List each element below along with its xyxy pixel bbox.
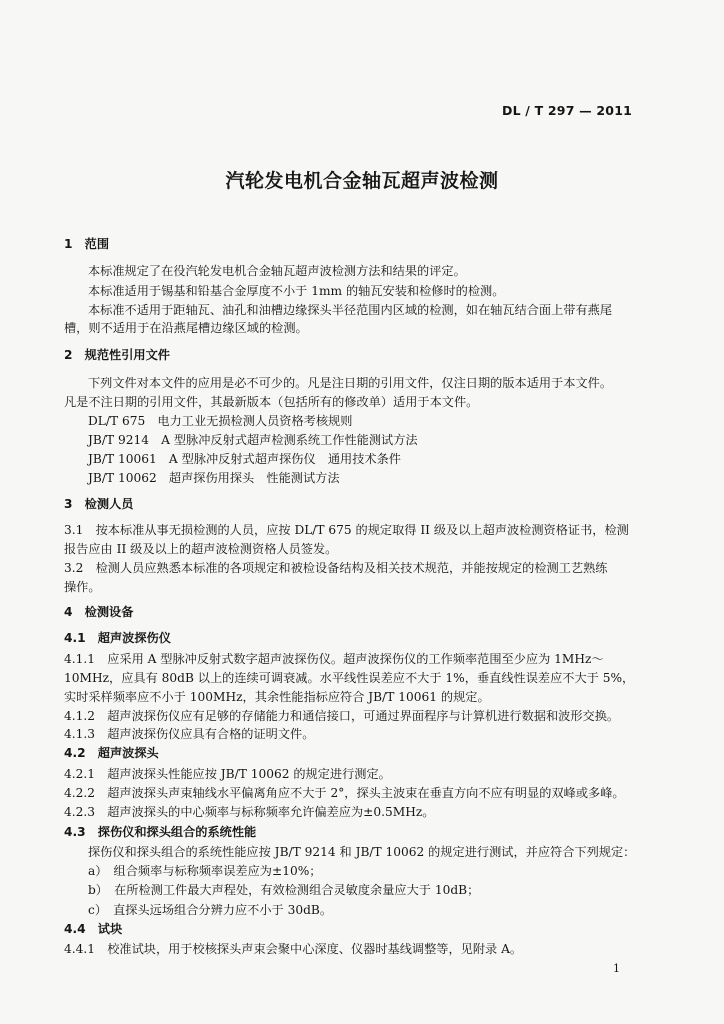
reference-item: JB/T 10062 超声探伤用探头 性能测试方法 <box>88 471 340 485</box>
section-1-heading: 1 范围 <box>64 237 110 251</box>
document-title: 汽轮发电机合金轴瓦超声波检测 <box>225 170 499 192</box>
clause-4-1-1a: 4.1.1 应采用 A 型脉冲反射式数字超声波探伤仪。超声波探伤仪的工作频率范围至少应为 1MHz～ <box>64 652 604 666</box>
subsection-4-1-heading: 4.1 超声波探伤仪 <box>64 631 171 645</box>
clause-4-1-3: 4.1.3 超声波探伤仪应具有合格的证明文件。 <box>64 727 315 741</box>
list-item: a） 组合频率与标称频率误差应为±10%； <box>88 864 322 878</box>
section-2-para-1a: 下列文件对本文件的应用是必不可少的。凡是注日期的引用文件，仅注日期的版本适用于本文件。 <box>88 376 613 390</box>
section-3-heading: 3 检测人员 <box>64 497 134 511</box>
list-item: c） 直探头远场组合分辨力应不小于 30dB。 <box>88 903 333 917</box>
section-1-para-3b: 槽，则不适用于在沿燕尾槽边缘区域的检测。 <box>64 321 308 335</box>
reference-item: JB/T 10061 A 型脉冲反射式超声探伤仪 通用技术条件 <box>88 452 401 466</box>
section-2-para-1b: 凡是不注日期的引用文件，其最新版本（包括所有的修改单）适用于本文件。 <box>64 395 479 409</box>
clause-4-4-1: 4.4.1 校准试块，用于校核探头声束会聚中心深度、仪器时基线调整等，见附录 A。 <box>64 942 523 956</box>
section-4-heading: 4 检测设备 <box>64 605 134 619</box>
section-1-para-2: 本标准适用于锡基和铅基合金厚度不小于 1mm 的轴瓦安装和检修时的检测。 <box>88 284 505 298</box>
section-1-para-3a: 本标准不适用于距轴瓦、油孔和油槽边缘探头半径范围内区域的检测，如在轴瓦结合面上带有燕尾 <box>88 303 613 317</box>
subsection-4-3-heading: 4.3 探伤仪和探头组合的系统性能 <box>64 825 257 839</box>
clause-3-1b: 报告应由 II 级及以上的超声波检测资格人员签发。 <box>64 542 338 556</box>
clause-3-1a: 3.1 按本标准从事无损检测的人员，应按 DL/T 675 的规定取得 II 级及以上超声波检测资格证书，检测 <box>64 523 629 537</box>
clause-4-1-1c: 实时采样频率应不小于 100MHz，其余性能指标应符合 JB/T 10061 的规定。 <box>64 690 490 704</box>
clause-4-3-para: 探伤仪和探头组合的系统性能应按 JB/T 9214 和 JB/T 10062 的规定进行测试，并应符合下列规定： <box>88 845 636 859</box>
clause-4-1-1b: 10MHz，应具有 80dB 以上的连续可调衰减。水平线性误差应不大于 1%，垂直线性误差应不大于 5%， <box>64 671 635 685</box>
clause-3-2a: 3.2 检测人员应熟悉本标准的各项规定和被检设备结构及相关技术规范，并能按规定的检测工艺熟练 <box>64 561 608 575</box>
clause-4-2-1: 4.2.1 超声波探头性能应按 JB/T 10062 的规定进行测定。 <box>64 767 391 781</box>
clause-4-1-2: 4.1.2 超声波探伤仪应有足够的存储能力和通信接口，可通过界面程序与计算机进行数据和波形交换。 <box>64 709 620 723</box>
document-code: DL / T 297 — 2011 <box>502 103 632 118</box>
subsection-4-4-heading: 4.4 试块 <box>64 922 123 936</box>
list-item: b） 在所检测工件最大声程处，有效检测组合灵敏度余量应大于 10dB； <box>88 883 480 897</box>
page-number: 1 <box>613 962 620 975</box>
subsection-4-2-heading: 4.2 超声波探头 <box>64 746 159 760</box>
clause-3-2b: 操作。 <box>64 580 101 594</box>
reference-item: DL/T 675 电力工业无损检测人员资格考核规则 <box>88 414 353 428</box>
section-2-heading: 2 规范性引用文件 <box>64 348 170 362</box>
reference-item: JB/T 9214 A 型脉冲反射式超声检测系统工作性能测试方法 <box>88 433 418 447</box>
section-1-para-1: 本标准规定了在役汽轮发电机合金轴瓦超声波检测方法和结果的评定。 <box>88 264 466 278</box>
clause-4-2-2: 4.2.2 超声波探头声束轴线水平偏离角应不大于 2°，探头主波束在垂直方向不应有明显的双峰或多峰。 <box>64 786 625 800</box>
clause-4-2-3: 4.2.3 超声波探头的中心频率与标称频率允许偏差应为±0.5MHz。 <box>64 805 435 819</box>
